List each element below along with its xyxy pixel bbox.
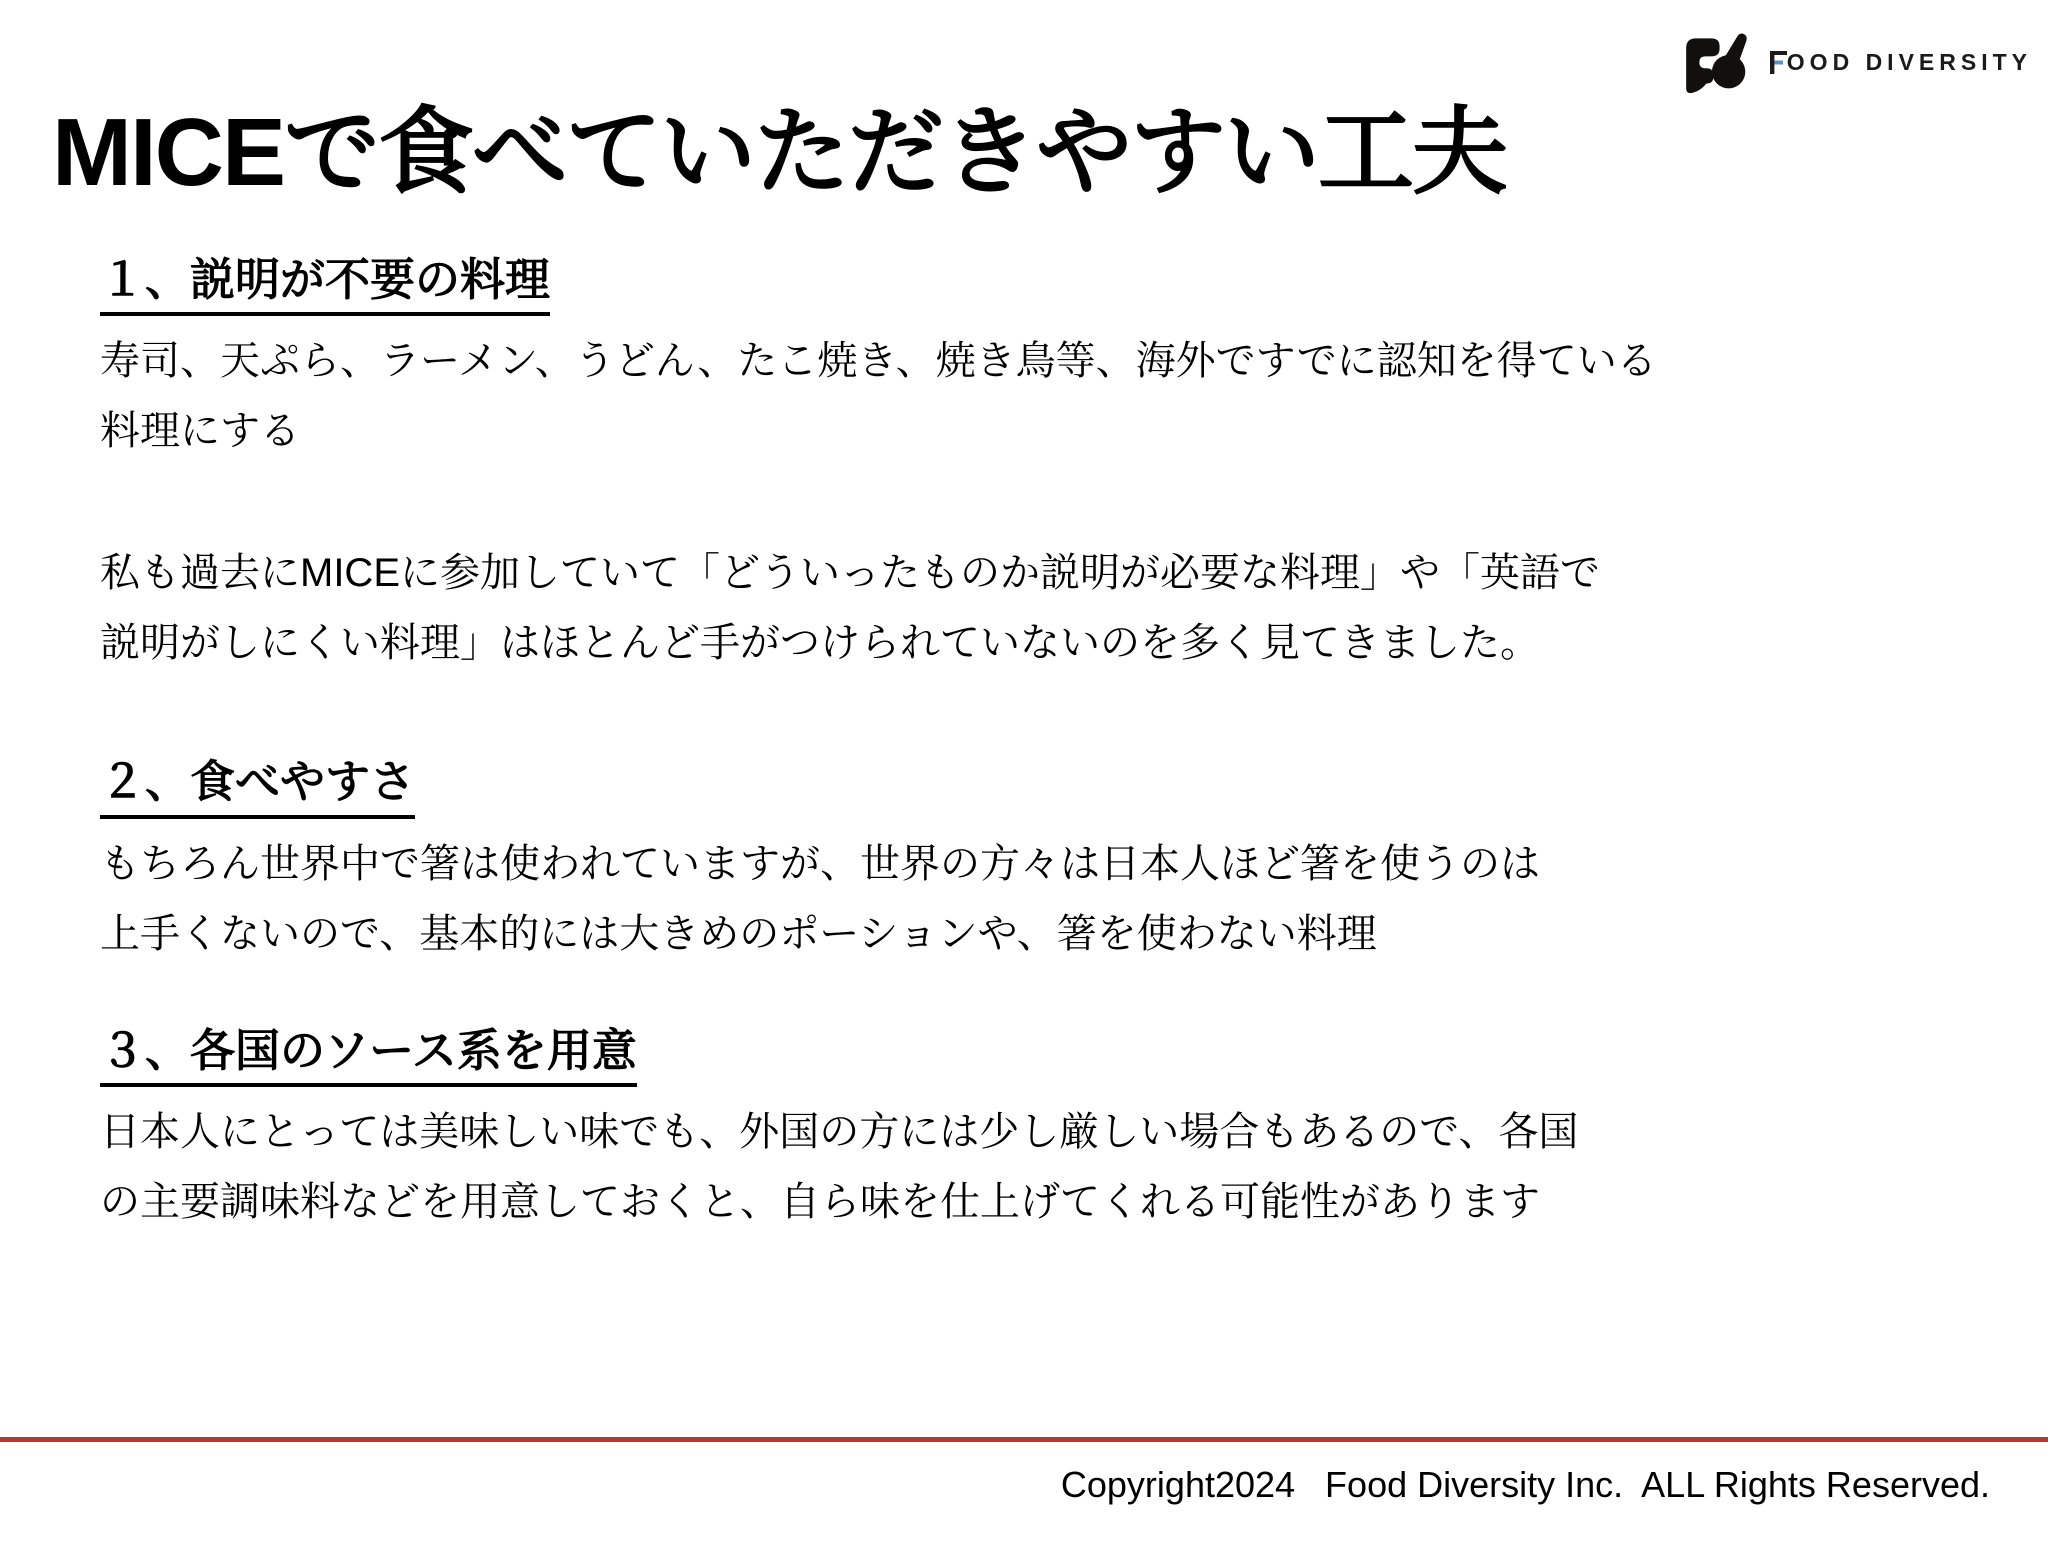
text-line: 料理にする (100, 409, 300, 454)
section-2 (100, 754, 1590, 968)
section-3 (100, 1023, 1590, 1237)
footer-divider (0, 1437, 2048, 1442)
section-3-paragraph-1 (100, 1097, 1590, 1237)
text-line: 上手くないので、基本的には大きめのポーションや、箸を使わない料理 (100, 911, 1377, 956)
brand-wordmark (1770, 49, 2032, 76)
section-1-paragraph-1 (100, 326, 1657, 466)
fd-logo-icon (1678, 30, 1750, 94)
section-1 (100, 252, 1657, 678)
brand-text: OOD DIVERSITY (1786, 48, 2032, 75)
text-line: 日本人にとっては美味しい味でも、外国の方には少し厳しい場合もあるので、各国 (100, 1109, 1579, 1154)
text-line: 寿司、天ぷら、ラーメン、うどん、たこ焼き、焼き鳥等、海外ですでに認知を得ている (100, 339, 1657, 384)
text-line: 私も過去にMICEに参加していて「どういったものか説明が必要な料理」や「英語で (100, 551, 1600, 596)
page-title: MICEで食べていただきやすい工夫 (52, 99, 1506, 207)
text-line: の主要調味料などを用意しておくと、自ら味を仕上げてくれる可能性があります (100, 1179, 1540, 1224)
section-3-heading: ３、各国のソース系を用意 (100, 1023, 637, 1087)
section-1-heading: １、説明が不要の料理 (100, 252, 550, 316)
slide-content (100, 252, 1657, 1237)
section-2-paragraph-1 (100, 829, 1590, 969)
text-line: 説明がしにくい料理」はほとんど手がつけられていないのを多く見てきました。 (100, 621, 1540, 666)
copyright-text: Copyright2024 Food Diversity Inc. ALL Rights Reserved. (1060, 1464, 1990, 1505)
brand-letter-f-icon (1770, 51, 1787, 74)
company-logo (1678, 30, 2032, 94)
text-line: もちろん世界中で箸は使われていますが、世界の方々は日本人ほど箸を使うのは (100, 841, 1540, 886)
section-2-heading: ２、食べやすさ (100, 754, 415, 818)
section-1-paragraph-2 (100, 538, 1600, 678)
